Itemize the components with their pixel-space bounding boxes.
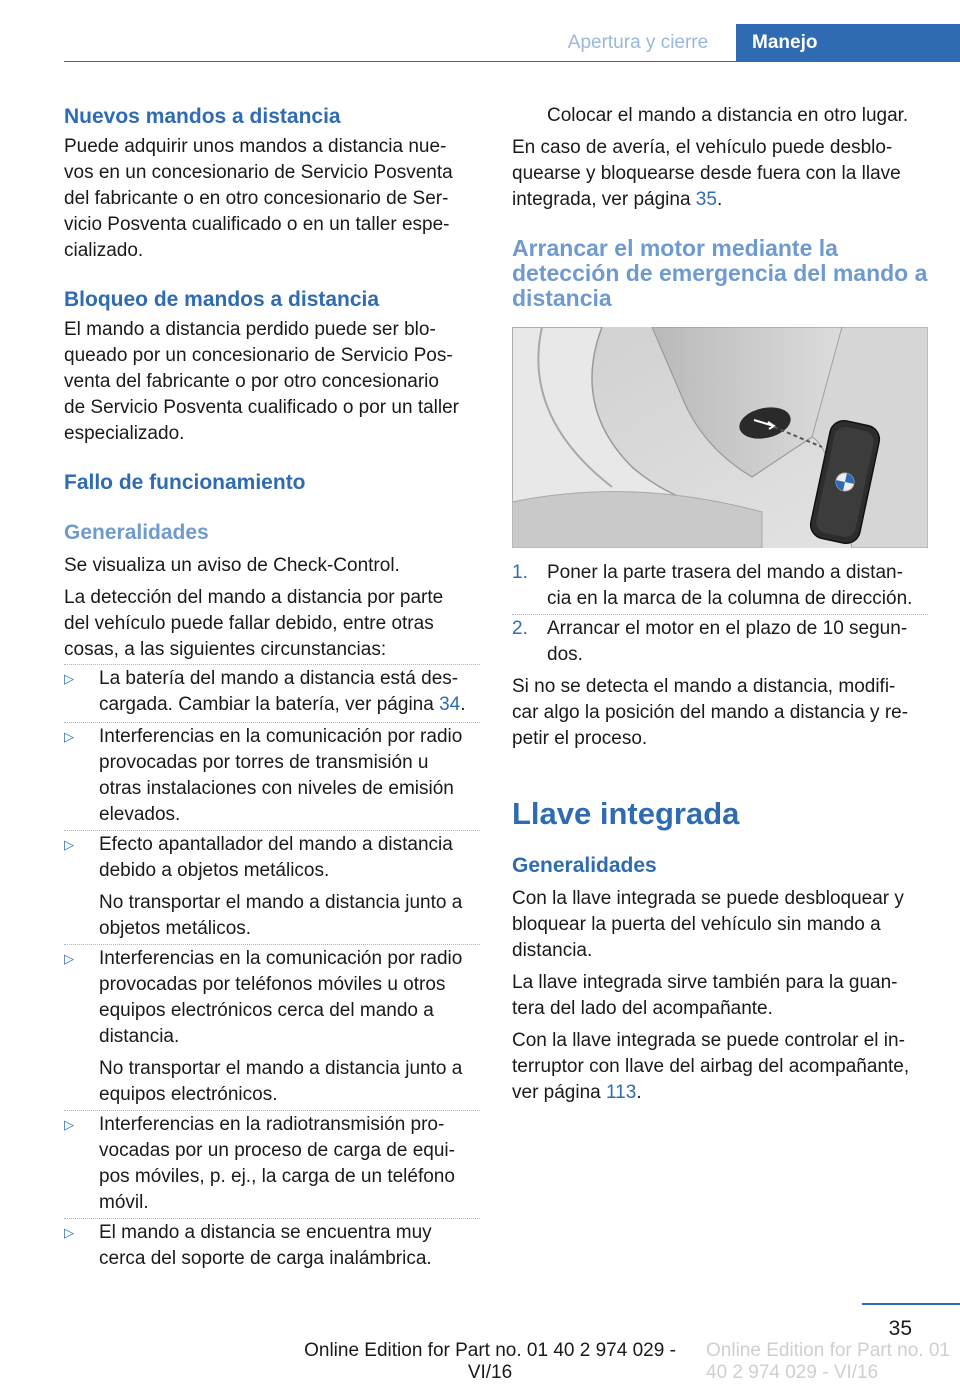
paragraph-line: cializado.: [64, 240, 144, 261]
step-text: Poner la parte trasera del mando a distan-: [547, 562, 903, 583]
step-text: dos.: [547, 644, 583, 665]
step-text: cia en la marca de la columna de dirección.: [547, 588, 913, 609]
bullet-triangle-icon: ▷: [64, 837, 74, 852]
bullet-text: móvil.: [99, 1192, 149, 1213]
list-separator: [512, 614, 928, 615]
paragraph-line: petir el proceso.: [512, 728, 648, 749]
paragraph-line: Con la llave integrada se puede controlar el in-: [512, 1030, 905, 1051]
heading-generalidades: Generalidades: [64, 521, 209, 544]
page-link-35[interactable]: 35: [695, 189, 717, 210]
bullet-text: La batería del mando a distancia está des-: [99, 668, 459, 689]
bullet-text: Interferencias en la radiotransmisión pro-: [99, 1114, 445, 1135]
bullet-text: distancia.: [99, 1026, 180, 1047]
header-chapter-tab[interactable]: Manejo: [736, 24, 960, 62]
paragraph-line: venta del fabricante o por otro concesionario: [64, 371, 439, 392]
bullet-triangle-icon: ▷: [64, 729, 74, 744]
heading-llave-integrada: Llave integrada: [512, 796, 740, 831]
bullet-note: No transportar el mando a distancia junto a: [99, 1058, 463, 1079]
list-separator: [64, 664, 480, 665]
paragraph-line: del vehículo puede fallar debido, entre otras: [64, 613, 434, 634]
bullet-text: Interferencias en la comunicación por radio: [99, 726, 463, 747]
paragraph-line: El mando a distancia perdido puede ser blo-: [64, 319, 436, 340]
illustration-svg: [512, 327, 928, 548]
bullet-note: objetos metálicos.: [99, 918, 252, 939]
watermark: Online Edition for Part no. 01 40 2 974 029 - VI/16: [706, 1340, 950, 1383]
steering-column-key-illustration: [512, 327, 928, 548]
bullet-text: El mando a distancia se encuentra muy: [99, 1222, 432, 1243]
list-separator: [64, 1218, 480, 1219]
bullet-text: equipos electrónicos cerca del mando a: [99, 1000, 434, 1021]
paragraph-line: Si no se detecta el mando a distancia, modifi-: [512, 676, 896, 697]
bullet-triangle-icon: ▷: [64, 671, 74, 686]
paragraph-line: quearse y bloquearse desde fuera con la llave: [512, 163, 901, 184]
paragraph-line: especializado.: [64, 423, 185, 444]
heading-arrancar: Arrancar el motor mediante la: [512, 235, 838, 261]
paragraph-line: Puede adquirir unos mandos a distancia nue-: [64, 136, 447, 157]
bullet-text: provocadas por teléfonos móviles u otros: [99, 974, 446, 995]
paragraph-line: tera del lado del acompañante.: [512, 998, 773, 1019]
list-separator: [64, 722, 480, 723]
heading-generalidades: Generalidades: [512, 854, 657, 877]
step-number: 1.: [512, 562, 528, 583]
paragraph-line: queado por un concesionario de Servicio Pos-: [64, 345, 453, 366]
paragraph-line: cosas, a las siguientes circunstancias:: [64, 639, 387, 660]
footer-rule: [862, 1303, 960, 1305]
paragraph-line: car algo la posición del mando a distancia y re-: [512, 702, 909, 723]
bullet-note: No transportar el mando a distancia junto a: [99, 892, 463, 913]
paragraph-line: La llave integrada sirve también para la guan-: [512, 972, 898, 993]
edition-line: Online Edition for Part no. 01 40 2 974 029 - VI/16: [304, 1340, 676, 1383]
step-text: Arrancar el motor en el plazo de 10 segun-: [547, 618, 908, 639]
page-link-34[interactable]: 34: [439, 694, 461, 715]
header-section-tab[interactable]: Apertura y cierre: [567, 32, 709, 53]
bullet-triangle-icon: ▷: [64, 1225, 74, 1240]
paragraph-line: Con la llave integrada se puede desbloquear y: [512, 888, 904, 909]
bullet-text: debido a objetos metálicos.: [99, 860, 330, 881]
step-number: 2.: [512, 618, 528, 639]
bullet-text-with-link: cargada. Cambiar la batería, ver página 34.: [99, 694, 466, 715]
bullet-triangle-icon: ▷: [64, 1117, 74, 1132]
list-separator: [64, 1110, 480, 1111]
bullet-text: vocadas por un proceso de carga de equi-: [99, 1140, 455, 1161]
bullet-note: equipos electrónicos.: [99, 1084, 278, 1105]
paragraph-line: La detección del mando a distancia por parte: [64, 587, 444, 608]
list-separator: [64, 944, 480, 945]
header-rule: [64, 61, 960, 62]
heading-arrancar: distancia: [512, 285, 612, 311]
heading-arrancar: detección de emergencia del mando a: [512, 260, 928, 286]
paragraph-line: del fabricante o en otro concesionario de Ser-: [64, 188, 449, 209]
paragraph-line: vos en un concesionario de Servicio Posventa: [64, 162, 453, 183]
bullet-triangle-icon: ▷: [64, 951, 74, 966]
paragraph-line: de Servicio Posventa cualificado o por un taller: [64, 397, 460, 418]
bullet-note: Colocar el mando a distancia en otro lugar.: [547, 105, 909, 126]
paragraph-line: En caso de avería, el vehículo puede desblo-: [512, 137, 893, 158]
bullet-text: Efecto apantallador del mando a distancia: [99, 834, 453, 855]
page-link-113[interactable]: 113: [606, 1082, 637, 1103]
bullet-text: pos móviles, p. ej., la carga de un teléfono: [99, 1166, 455, 1187]
heading-bloqueo: Bloqueo de mandos a distancia: [64, 288, 380, 311]
paragraph-line: bloquear la puerta del vehículo sin mando a: [512, 914, 881, 935]
paragraph-line: vicio Posventa cualificado o en un taller espe-: [64, 214, 450, 235]
bullet-text: Interferencias en la comunicación por radio: [99, 948, 463, 969]
paragraph-line: terruptor con llave del airbag del acompañante,: [512, 1056, 910, 1077]
paragraph-line: Se visualiza un aviso de Check-Control.: [64, 555, 400, 576]
list-separator: [64, 830, 480, 831]
bullet-text: cerca del soporte de carga inalámbrica.: [99, 1248, 432, 1269]
page-header: [0, 0, 960, 62]
bullet-text: elevados.: [99, 804, 181, 825]
paragraph-line: distancia.: [512, 940, 593, 961]
bullet-text: provocadas por torres de transmisión u: [99, 752, 429, 773]
bullet-text: otras instalaciones con niveles de emisión: [99, 778, 454, 799]
heading-fallo: Fallo de funcionamiento: [64, 471, 306, 494]
paragraph-line-with-link: ver página 113.: [512, 1082, 642, 1103]
paragraph-line-with-link: integrada, ver página 35.: [512, 189, 723, 210]
heading-nuevos-mandos: Nuevos mandos a distancia: [64, 105, 341, 128]
page-number: 35: [888, 1317, 912, 1340]
